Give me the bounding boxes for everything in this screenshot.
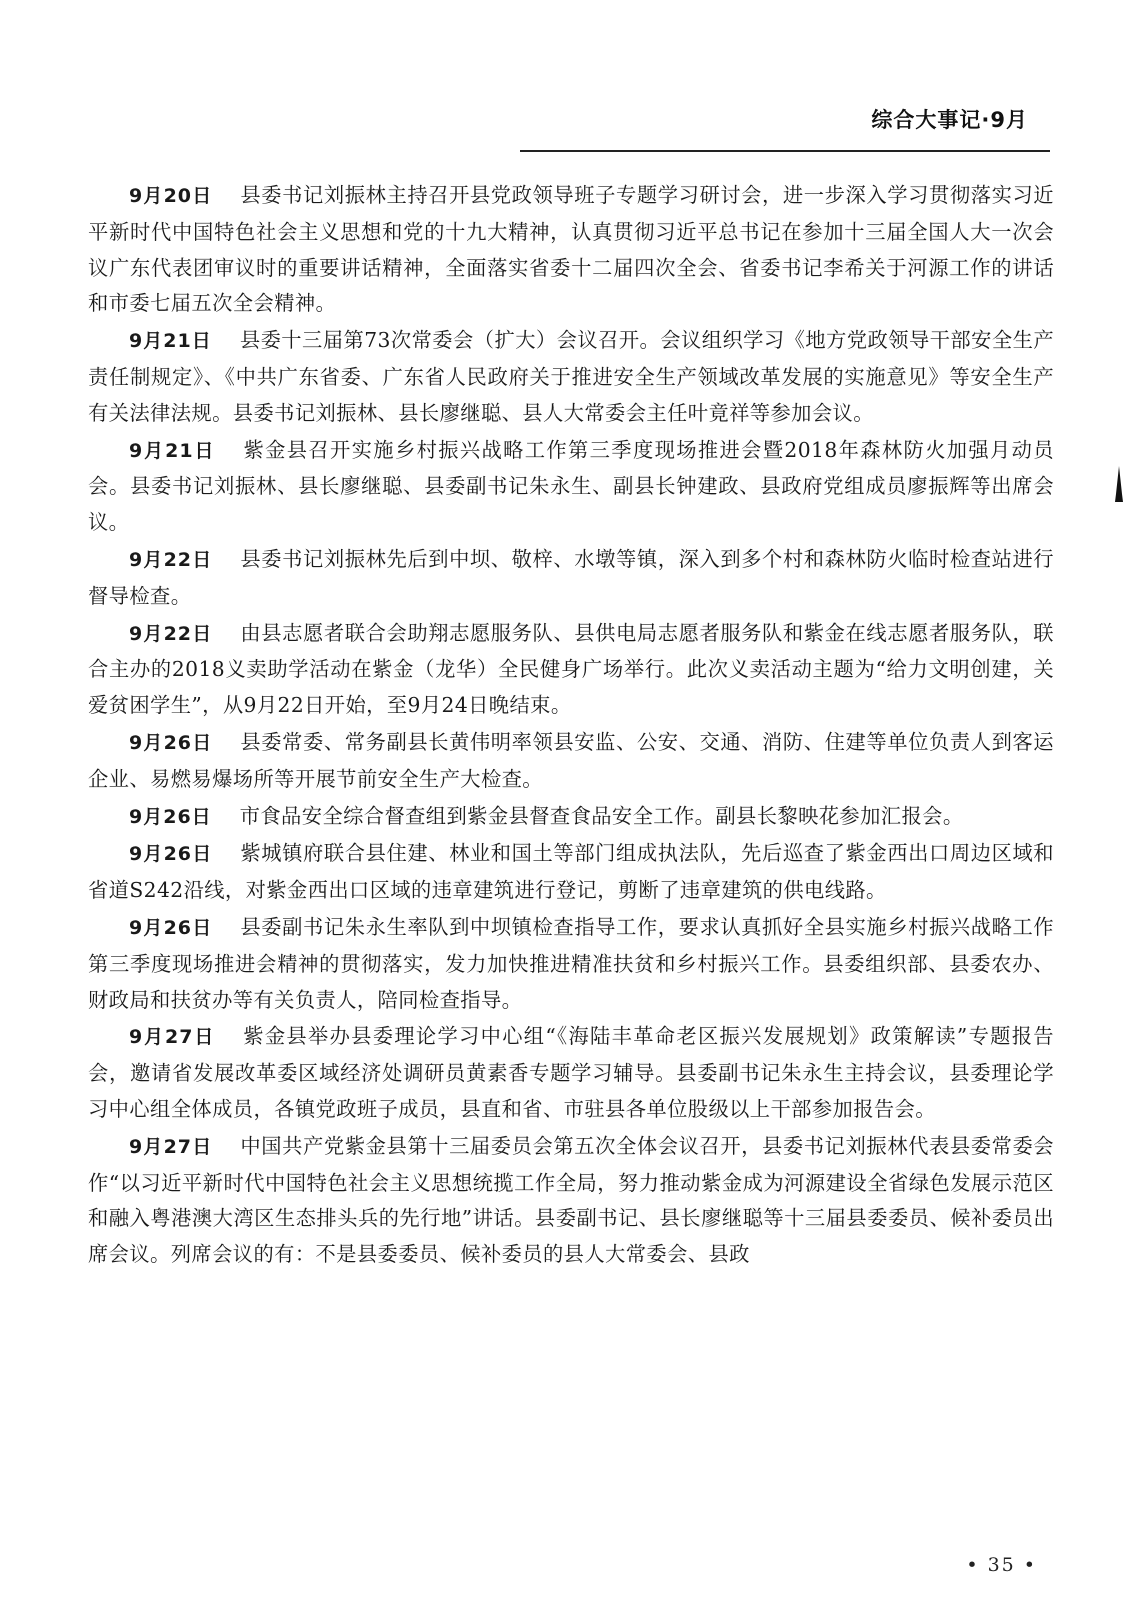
entry-text: 县委十三届第73次常委会（扩大）会议召开。会议组织学习《地方党政领导干部安全生产责任制规定》、《中共广东省委、广东省人民政府关于推进安全生产领域改革发展的实施意见》等安全生产有关法律法规。县委书记刘振林、县长廖继聪、县人大常委会主任叶竟祥等参加会议。 [88, 328, 1054, 425]
entry-1 [88, 178, 1054, 322]
entry-text: 市食品安全综合督查组到紫金县督查食品安全工作。副县长黎映花参加汇报会。 [239, 803, 964, 828]
section-title: 综合大事记·9月 [871, 108, 1028, 132]
entry-5 [88, 616, 1054, 724]
entry-date: 9月21日 [129, 439, 216, 462]
entry-2 [88, 323, 1054, 431]
entry-text: 县委书记刘振林主持召开县党政领导班子专题学习研讨会，进一步深入学习贯彻落实习近平新时代中国特色社会主义思想和党的十九大精神，认真贯彻习近平总书记在参加十三届全国人大一次会议广东代表团审议时的重要讲话精神，全面落实省委十二届四次全会、省委书记李希关于河源工作的讲话和市委七届五次全会精神。 [88, 183, 1054, 316]
entry-text: 县委书记刘振林先后到中坝、敬梓、水墩等镇，深入到多个村和森林防火临时检查站进行督导检查。 [88, 546, 1054, 608]
entry-date: 9月26日 [129, 731, 213, 754]
entry-date: 9月22日 [129, 622, 213, 645]
entry-text: 紫金县召开实施乡村振兴战略工作第三季度现场推进会暨2018年森林防火加强月动员会。县委书记刘振林、县长廖继聪、县委副书记朱永生、副县长钟建政、县政府党组成员廖振辉等出席会议。 [88, 437, 1054, 535]
entry-date: 9月20日 [129, 185, 213, 207]
entry-date: 9月21日 [129, 330, 212, 353]
entry-date: 9月26日 [129, 916, 213, 939]
header-rule [520, 150, 1050, 152]
entry-date: 9月22日 [129, 548, 213, 571]
entry-date: 9月27日 [129, 1026, 216, 1049]
entry-8 [88, 836, 1054, 909]
entry-7 [88, 799, 1054, 836]
running-header [520, 96, 1050, 152]
margin-tab-mark [1115, 466, 1123, 502]
entry-6 [88, 725, 1054, 798]
entry-9 [88, 910, 1054, 1018]
entry-date: 9月27日 [129, 1135, 213, 1158]
entry-date: 9月26日 [129, 843, 213, 866]
page-number: • 35 • [966, 1554, 1037, 1576]
entry-text: 县委常委、常务副县长黄伟明率领县安监、公安、交通、消防、住建等单位负责人到客运企业、易燃易爆场所等开展节前安全生产大检查。 [88, 729, 1054, 791]
chronicle-entries [88, 178, 1054, 1274]
entry-text: 紫金县举办县委理论学习中心组“《海陆丰革命老区振兴发展规划》政策解读”专题报告会，邀请省发展改革委区域经济处调研员黄素香专题学习辅导。县委副书记朱永生主持会议，县委理论学习中心组全体成员，各镇党政班子成员，县直和省、市驻县各单位股级以上干部参加报告会。 [88, 1024, 1054, 1121]
entry-date: 9月26日 [129, 805, 212, 828]
entry-text: 中国共产党紫金县第十三届委员会第五次全体会议召开，县委书记刘振林代表县委常委会作“以习近平新时代中国特色社会主义思想统揽工作全局，努力推动紫金成为河源建设全省绿色发展示范区和融入粤港澳大湾区生态排头兵的先行地”讲话。县委副书记、县长廖继聪等十三届县委委员、候补委员出席会议。列席会议的有：不是县委委员、候补委员的县人大常委会、县政 [88, 1133, 1054, 1267]
entry-text: 由县志愿者联合会助翔志愿服务队、县供电局志愿者服务队和紫金在线志愿者服务队，联合主办的2018义卖助学活动在紫金（龙华）全民健身广场举行。此次义卖活动主题为“给力文明创建，关爱贫困学生”，从9月22日开始，至9月24日晚结束。 [88, 620, 1054, 718]
entry-11 [88, 1129, 1054, 1273]
entry-text: 紫城镇府联合县住建、林业和国土等部门组成执法队，先后巡查了紫金西出口周边区域和省道S242沿线，对紫金西出口区域的违章建筑进行登记，剪断了违章建筑的供电线路。 [88, 841, 1054, 903]
entry-4 [88, 542, 1054, 615]
entry-text: 县委副书记朱永生率队到中坝镇检查指导工作，要求认真抓好全县实施乡村振兴战略工作第三季度现场推进会精神的贯彻落实，发力加快推进精准扶贫和乡村振兴工作。县委组织部、县委农办、财政局和扶贫办等有关负责人，陪同检查指导。 [88, 914, 1054, 1012]
entry-3 [88, 433, 1054, 541]
entry-10 [88, 1019, 1054, 1127]
